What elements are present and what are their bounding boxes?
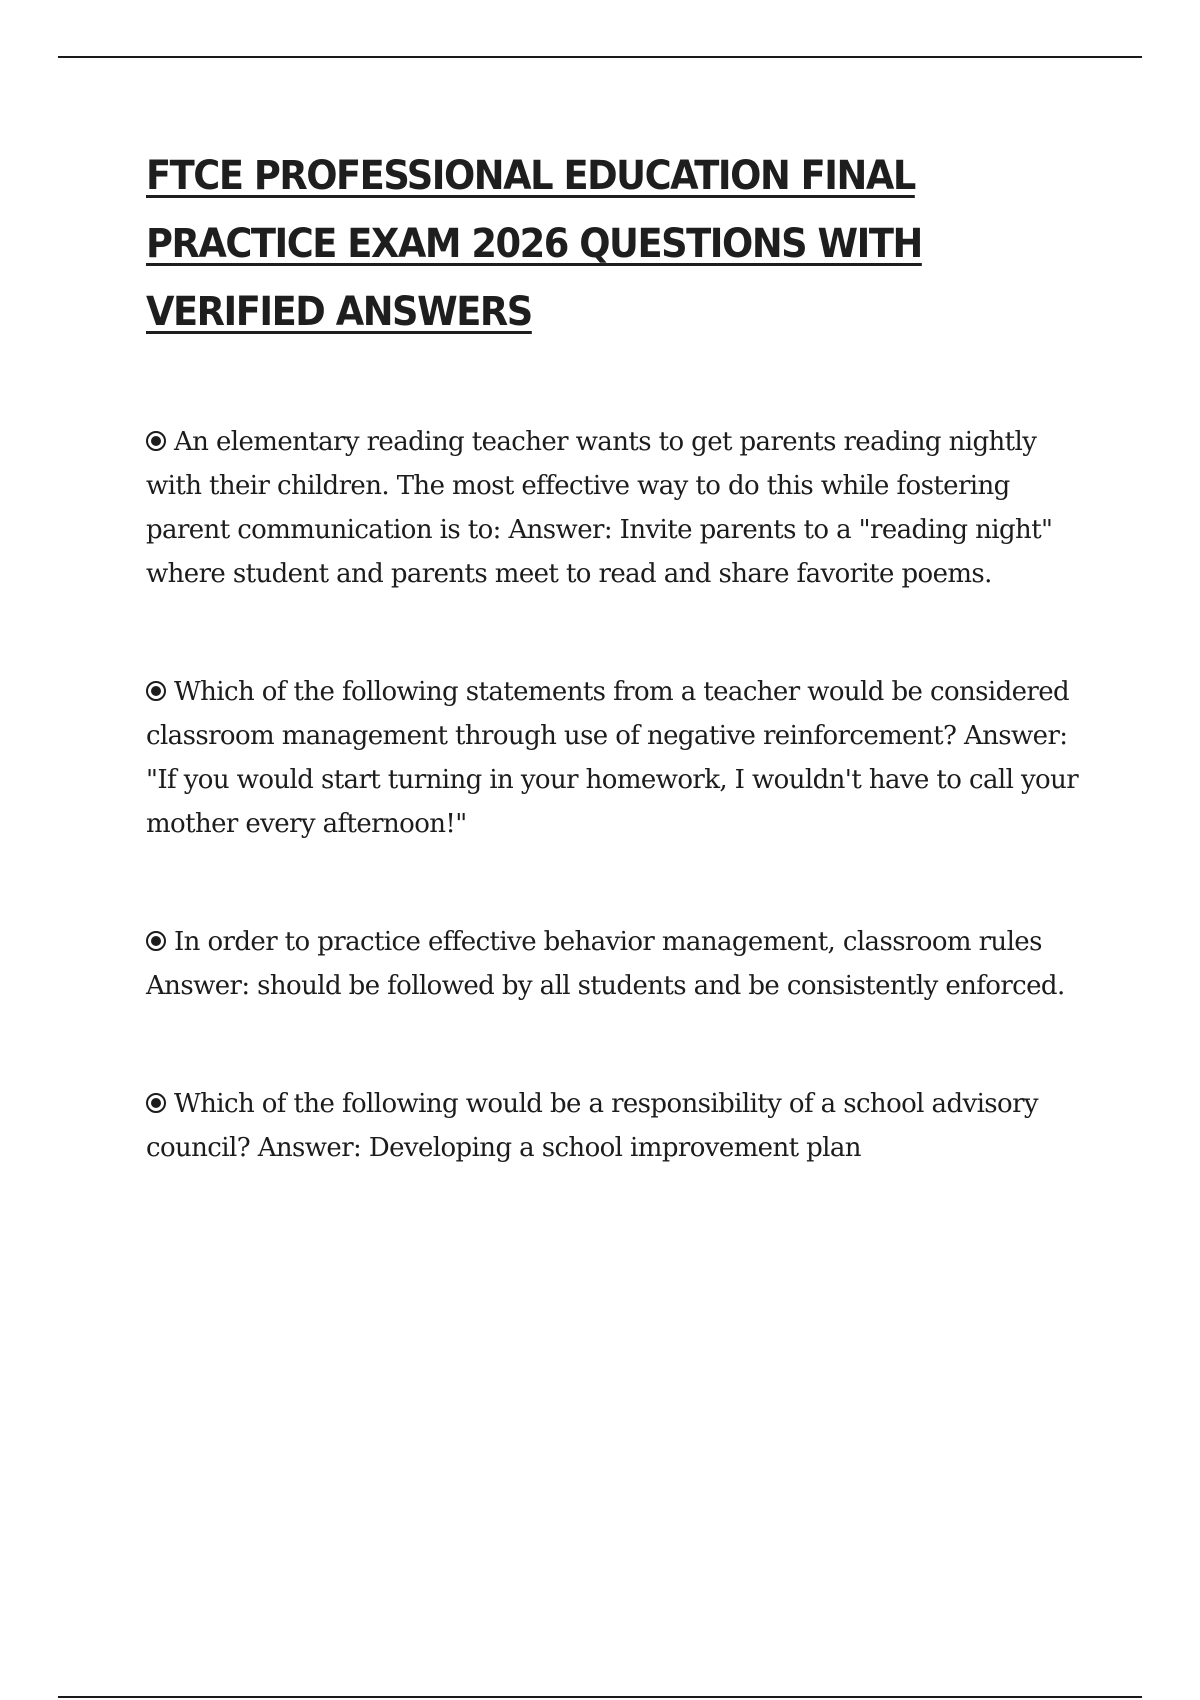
radio-bullet-icon <box>146 431 166 451</box>
question-answer-text: In order to practice effective behavior management, classroom rules Answer: should be followed by all students and be consistently enforced. <box>146 927 1065 1001</box>
radio-bullet-icon <box>146 681 166 701</box>
question-answer-text: An elementary reading teacher wants to get parents reading nightly with their children. The most effective way to do this while fostering parent communication is to: Answer: Invite parents to a "reading night" where student and parents meet to read and share favorite poems. <box>146 427 1053 589</box>
question-answer-text: Which of the following would be a responsibility of a school advisory council? Answer: Developing a school improvement plan <box>146 1089 1039 1163</box>
top-divider <box>58 56 1142 58</box>
radio-bullet-icon <box>146 1093 166 1113</box>
question-answer-list <box>146 420 1086 1170</box>
question-answer-item <box>146 670 1086 846</box>
bottom-divider <box>58 1696 1142 1698</box>
question-answer-item <box>146 920 1086 1008</box>
question-answer-item <box>146 420 1086 596</box>
question-answer-text: Which of the following statements from a teacher would be considered classroom management through use of negative reinforcement? Answer: "If you would start turning in your homework, I wouldn't have to call your mother every afternoon!" <box>146 677 1079 839</box>
radio-bullet-icon <box>146 931 166 951</box>
question-answer-item <box>146 1082 1086 1170</box>
document-title: FTCE PROFESSIONAL EDUCATION FINAL PRACTICE EXAM 2026 QUESTIONS WITH VERIFIED ANSWERS <box>146 153 922 335</box>
